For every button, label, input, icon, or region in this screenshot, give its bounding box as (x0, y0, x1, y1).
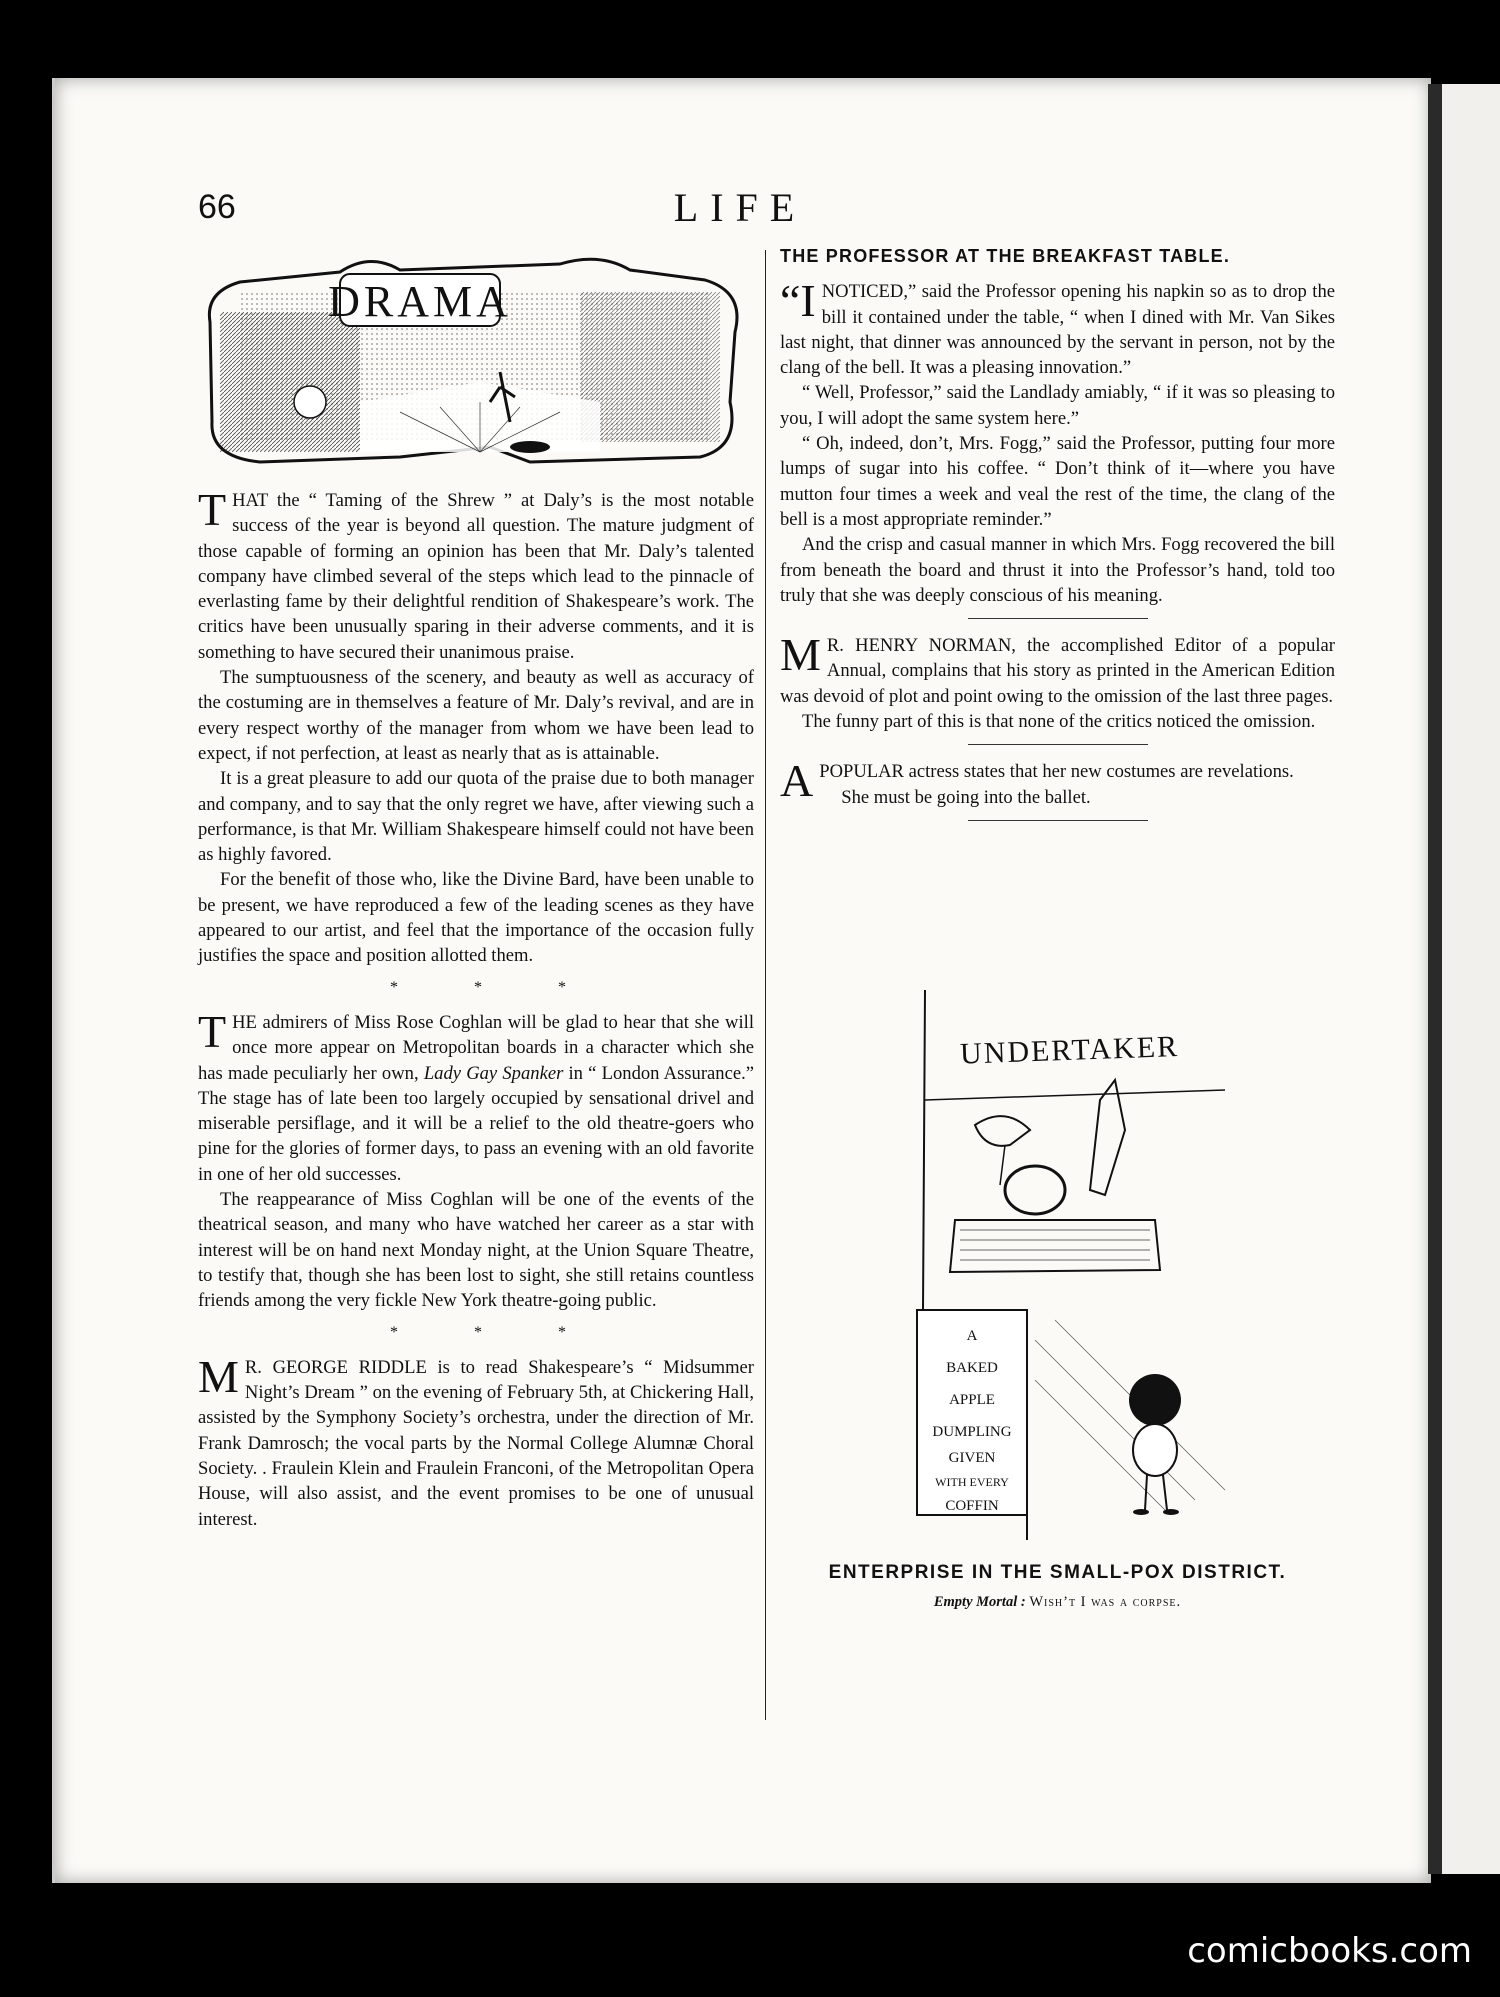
adjacent-page-edge (1442, 84, 1500, 1874)
caption-speaker: Empty Mortal : (933, 1594, 1026, 1610)
section-rule (968, 618, 1148, 619)
card-line: COFFIN (945, 1498, 999, 1514)
article-paragraph: And the crisp and casual manner in which Mrs. Fogg recovered the bill from beneath the board and thrust it into the Professor’s hand, told too truly that she was deeply conscious of his meaning. (780, 534, 1335, 606)
magazine-title: LIFE (673, 185, 807, 230)
drama-banner-illustration (200, 252, 745, 467)
article-paragraph: M R. GEORGE RIDDLE is to read Shakespeare’s “ Midsummer Night’s Dream ” on the evening of February 5th, at Chickering Hall, assisted by the Symphony Society’s orchestra, under the direction of Mr. Frank Damrosch; the vocal parts by the Normal College Alumnæ Choral Society. . Fraulein Klein and Fraulein Franconi, of the Metropolitan Opera House, will also assist, and the event promises to be one of unusual interest. (198, 1350, 754, 1530)
cartoon-caption-title: ENTERPRISE IN THE SMALL-POX DISTRICT. (828, 1562, 1287, 1583)
drop-cap: A (780, 755, 814, 807)
drop-cap: T (198, 484, 227, 535)
article-paragraph: THE admirers of Miss Rose Coghlan will be glad to hear that she will once more appear on Metropolitan boards in a character which she has made peculiarly her own, Lady Gay Spanker in “ London Assurance.” The stage has of late been too largely occupied by sensational drivel and miserable persiflage, and it will be a relief to the old theatre-goers who pine for the glories of former days, to pass an evening with an old favorite in one of her old successes. (198, 1005, 754, 1185)
article-paragraph: The sumptuousness of the scenery, and beauty as well as accuracy of the costuming are in themselves a feature of Mr. Daly’s revival, and are in every respect worthy of the manager from whom we have been lead to expect, if not perfection, at least as nearly that as is attainable. (198, 667, 754, 764)
card-line: APPLE (949, 1392, 995, 1408)
article-paragraph: She must be going into the ballet. (841, 786, 1091, 808)
section-separator: * * * (390, 978, 602, 996)
section-rule (968, 744, 1148, 745)
section-separator: * * * (390, 1323, 602, 1341)
article-paragraph: The funny part of this is that none of the critics noticed the omission. (802, 711, 1316, 733)
article-paragraph: “ Well, Professor,” said the Landlady amiably, “ if it was so pleasing to you, I will adopt the same system here.” (780, 382, 1335, 429)
cartoon-caption-dialogue (780, 1594, 1335, 1611)
article-paragraph: THAT the “ Taming of the Shrew ” at Daly’s is the most notable success of the year is beyond all question. The mature judgment of those capable of forming an opinion has been that Mr. Daly’s talented company have climbed several of the steps which lead to the pinnacle of everlasting fame by their delightful rendition of Shakespeare’s work. The critics have been unusually sparing in their adverse comments, and it is something to have secured their unanimous praise. (198, 484, 754, 663)
site-watermark: comicbooks.com (1187, 1931, 1472, 1971)
article-paragraph: The reappearance of Miss Coghlan will be one of the events of the theatrical season, and many who have watched her career as a star with interest will be on hand next Monday night, at the Union Square Theatre, to testify that, though she has been lost to sight, she still retains countless friends among the very fickle New York theatre-going public. (198, 1189, 754, 1312)
section-rule (968, 820, 1148, 821)
article-paragraph: “ Oh, indeed, don’t, Mrs. Fogg,” said the Professor, putting four more lumps of sugar into his coffee. “ Don’t think of it—where you have mutton four times a week and veal the rest of the time, the clang of the bell is a most appropriate reminder.” (780, 433, 1335, 530)
article-paragraph: For the benefit of those who, like the Divine Bard, have been unable to be present, we have reproduced a few of the leading scenes as they have appeared to our artist, and feel that the importance of the occasion fully justifies the space and position allotted them. (198, 869, 754, 967)
article-paragraph: “I NOTICED,” said the Professor opening his napkin so as to drop the bill it contained under the table, “ when I dined with Mr. Van Sikes last night, that dinner was announced by the servant in person, not by the clang of the bell. It was a pleasing innovation.” (780, 275, 1335, 379)
column-divider (765, 250, 766, 1720)
caption-quote: Wish’t I was a corpse. (1029, 1594, 1182, 1610)
card-line: DUMPLING (932, 1424, 1012, 1440)
drop-cap: M (780, 629, 821, 681)
left-column (198, 484, 754, 1532)
article-paragraph: M R. HENRY NORMAN, the accomplished Editor of a popular Annual, complains that his story as printed in the American Edition was devoid of plot and point owing to the omission of the last three pages. (780, 629, 1335, 707)
article-heading: THE PROFESSOR AT THE BREAKFAST TABLE. (780, 246, 1231, 266)
article-paragraph: It is a great pleasure to add our quota of the praise due to both manager and company, and to say that the only regret we have, after viewing such a performance, is that Mr. William Shakespeare himself could not have been as highly favored. (198, 768, 754, 866)
card-line: GIVEN (948, 1450, 996, 1466)
undertaker-cartoon-illustration (905, 980, 1245, 1550)
undertaker-sign: UNDERTAKER (959, 1030, 1180, 1071)
right-column (780, 244, 1335, 835)
page-number: 66 (198, 188, 236, 226)
article-paragraph: A POPULAR actress states that her new costumes are revelations. (780, 755, 1294, 807)
card-line: A (966, 1328, 978, 1344)
drop-cap: T (198, 1005, 227, 1057)
drop-cap: M (198, 1350, 239, 1402)
card-line: BAKED (946, 1360, 998, 1376)
card-line: WITH EVERY (935, 1475, 1009, 1489)
drop-cap: “I (780, 275, 816, 327)
banner-title: DRAMA (328, 277, 512, 326)
page-spine (1428, 84, 1442, 1874)
